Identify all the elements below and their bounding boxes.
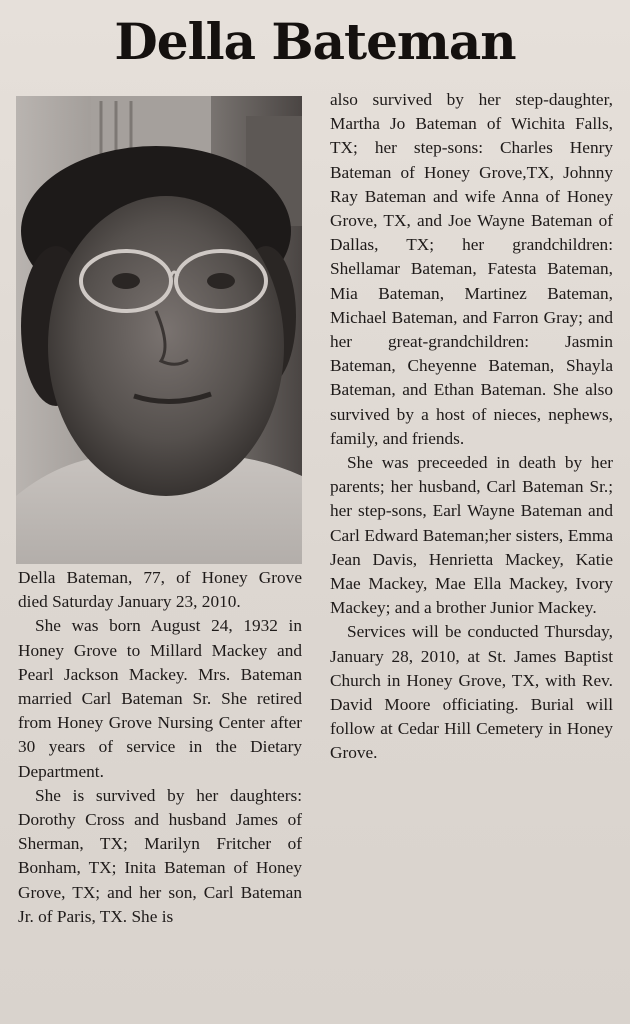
paragraph-survivors-continued: also survived by her step-daughter, Martha Jo Bateman of Wichita Falls, TX; her step-sons: Charles Henry Bateman of Honey Grove,TX, Johnny Ray Bateman and wife Anna of Honey Grove, TX, and Joe Wayne Bateman of Dallas, TX; her grandchildren: Shellamar Bateman, Fatesta Bateman, Mia Bateman, Martinez Bateman, Michael Bateman, and Farron Gray; and her great-grandchildren: Jasmin Bateman, Cheyenne Bateman, Shayla Bateman, and Ethan Bateman. She also survived by a host of nieces, nephews, family, and friends. [330, 90, 613, 448]
portrait-image [16, 96, 302, 564]
paragraph-death-notice: Della Bateman, 77, of Honey Grove died Saturday January 23, 2010. [18, 568, 302, 612]
paragraph-preceded-in-death: She was preceeded in death by her parents; her husband, Carl Bateman Sr.; her step-sons, Earl Wayne Bateman and Carl Edward Bateman;her sisters, Emma Jean Davis, Henrietta Mackey, Katie Mae Mackey, Mae Ella Mackey, Ivory Mackey; and a brother Junior Mackey. [330, 453, 613, 618]
left-column [18, 566, 302, 929]
portrait-photo [16, 96, 302, 564]
paragraph-services: Services will be conducted Thursday, January 28, 2010, at St. James Baptist Church in Honey Grove, TX, with Rev. David Moore officiating. Burial will follow at Cedar Hill Cemetery in Honey Grove. [330, 622, 613, 763]
paragraph-survivors: She is survived by her daughters: Dorothy Cross and husband James of Sherman, TX; Marilyn Fritcher of Bonham, TX; Inita Bateman of Honey Grove, TX; and her son, Carl Bateman Jr. of Paris, TX. She is [18, 785, 302, 926]
page-title: Della Bateman [114, 12, 516, 71]
paragraph-biography: She was born August 24, 1932 in Honey Grove to Millard Mackey and Pearl Jackson Mackey. Mrs. Bateman married Carl Bateman Sr. She retired from Honey Grove Nursing Center after 30 years of service in the Dietary Department. [18, 616, 302, 781]
right-column [330, 88, 613, 766]
